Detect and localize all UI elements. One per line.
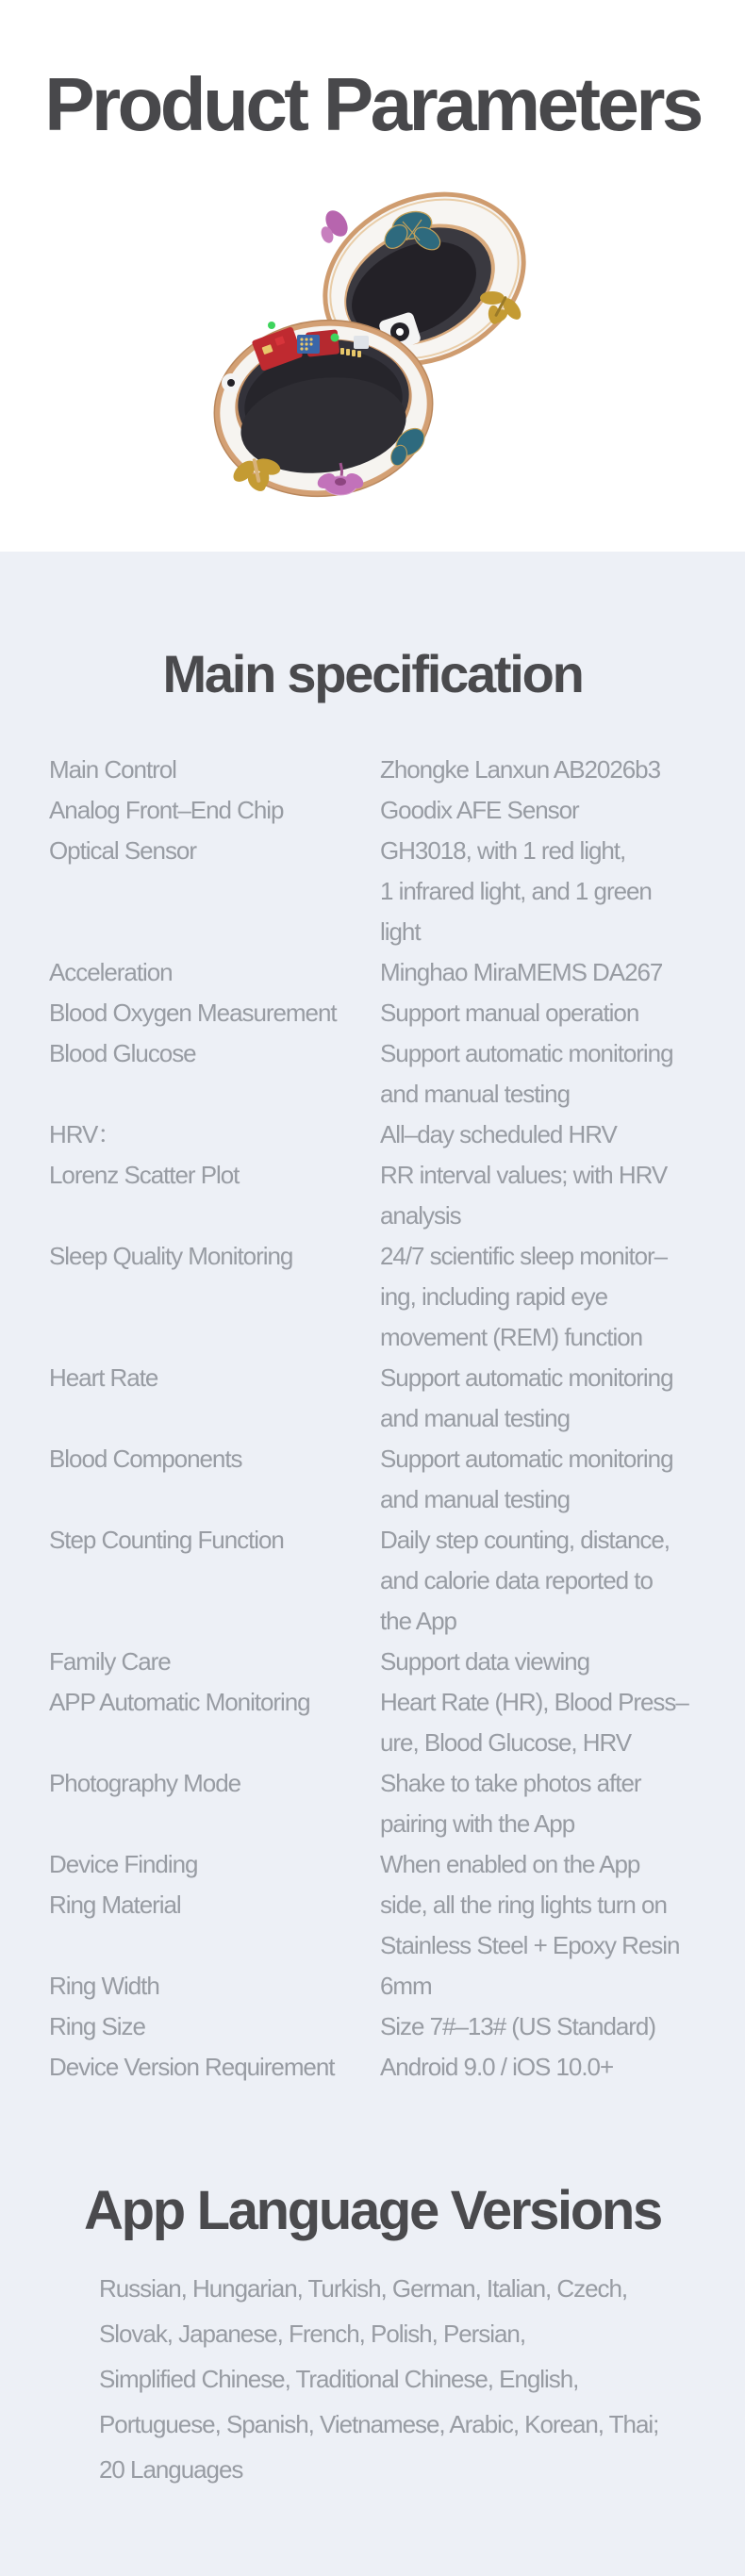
spec-label (49, 1925, 380, 1966)
spec-row (49, 2006, 720, 2047)
spec-row (49, 1074, 720, 1115)
spec-value: When enabled on the App (380, 1850, 640, 1878)
spec-label: Analog Front–End Chip (49, 796, 284, 824)
spec-row (49, 1439, 720, 1479)
spec-row (49, 2047, 720, 2088)
spec-value: Stainless Steel + Epoxy Resin (380, 1931, 680, 1959)
spec-label: Sleep Quality Monitoring (49, 1242, 293, 1270)
spec-label: Acceleration (49, 958, 173, 986)
spec-value: Support automatic monitoring (380, 1445, 673, 1473)
spec-label: HRV： (49, 1120, 122, 1148)
spec-row (49, 1358, 720, 1398)
spec-value: movement (REM) function (380, 1323, 643, 1351)
spec-label: Lorenz Scatter Plot (49, 1161, 240, 1189)
spec-row (49, 1682, 720, 1723)
spec-label (49, 1196, 380, 1236)
spec-label (49, 1560, 380, 1601)
language-line: Slovak, Japanese, French, Polish, Persian, (99, 2320, 526, 2348)
app-language-versions-heading: App Language Versions (84, 2180, 661, 2241)
spec-table (49, 750, 720, 2088)
spec-row (49, 790, 720, 831)
spec-label: Device Finding (49, 1850, 198, 1878)
spec-value: Support data viewing (380, 1647, 590, 1676)
spec-row (49, 1601, 720, 1642)
spec-label (49, 1277, 380, 1317)
spec-row (49, 831, 720, 871)
spec-label: APP Automatic Monitoring (49, 1688, 310, 1716)
spec-label (49, 1479, 380, 1520)
spec-value: the App (380, 1607, 456, 1635)
main-specification-heading: Main specification (162, 644, 583, 703)
spec-label: Blood Glucose (49, 1039, 196, 1067)
spec-row (49, 1196, 720, 1236)
spec-value: Support automatic monitoring (380, 1363, 673, 1392)
product-photo-smart-rings (203, 182, 542, 521)
spec-value: Heart Rate (HR), Blood Press– (380, 1688, 688, 1716)
spec-label (49, 912, 380, 952)
spec-value: GH3018, with 1 red light, (380, 836, 626, 865)
spec-value: 1 infrared light, and 1 green (380, 877, 652, 905)
spec-label (49, 1723, 380, 1763)
spec-row (49, 1763, 720, 1804)
spec-row (49, 1804, 720, 1844)
language-line: Simplified Chinese, Traditional Chinese, English, (99, 2365, 579, 2393)
spec-row (49, 1155, 720, 1196)
spec-value: 24/7 scientific sleep monitor– (380, 1242, 668, 1270)
spec-label: Blood Components (49, 1445, 242, 1473)
spec-label: Step Counting Function (49, 1526, 284, 1554)
chip-white (354, 336, 369, 349)
spec-label: Heart Rate (49, 1363, 158, 1392)
spec-row (49, 1560, 720, 1601)
spec-row (49, 1317, 720, 1358)
spec-row (49, 1885, 720, 1925)
page-title: Product Parameters (44, 62, 701, 146)
language-line: Russian, Hungarian, Turkish, German, Italian, Czech, (99, 2274, 628, 2303)
spec-value: and manual testing (380, 1485, 570, 1513)
spec-value: side, all the ring lights turn on (380, 1891, 667, 1919)
spec-label (49, 1398, 380, 1439)
spec-label: Ring Width (49, 1972, 159, 2000)
spec-value: Android 9.0 / iOS 10.0+ (380, 2053, 614, 2081)
spec-value: and manual testing (380, 1404, 570, 1432)
language-list (99, 2266, 703, 2492)
spec-row (49, 952, 720, 993)
spec-row (49, 1479, 720, 1520)
led-green (331, 334, 339, 342)
spec-label: Device Version Requirement (49, 2053, 335, 2081)
spec-label (49, 871, 380, 912)
spec-value: Zhongke Lanxun AB2026b3 (380, 755, 661, 784)
spec-row (49, 1033, 720, 1074)
spec-row (49, 993, 720, 1033)
spec-value: Goodix AFE Sensor (380, 796, 579, 824)
spec-value: All–day scheduled HRV (380, 1120, 617, 1148)
spec-value: RR interval values; with HRV (380, 1161, 668, 1189)
spec-value: and manual testing (380, 1080, 570, 1108)
spec-row (49, 1723, 720, 1763)
spec-row (49, 1925, 720, 1966)
spec-value: analysis (380, 1201, 461, 1230)
spec-label: Photography Mode (49, 1769, 241, 1797)
spec-row (49, 1398, 720, 1439)
spec-value: and calorie data reported to (380, 1566, 653, 1594)
spec-value: Shake to take photos after (380, 1769, 641, 1797)
spec-section (0, 552, 745, 2576)
spec-row (49, 871, 720, 912)
spec-value: Minghao MiraMEMS DA267 (380, 958, 663, 986)
spec-value: Support manual operation (380, 999, 639, 1027)
spec-value: Support automatic monitoring (380, 1039, 673, 1067)
spec-row (49, 1520, 720, 1560)
spec-label: Family Care (49, 1647, 171, 1676)
spec-label (49, 1074, 380, 1115)
spec-label (49, 1601, 380, 1642)
spec-row (49, 912, 720, 952)
spec-label (49, 1317, 380, 1358)
spec-row (49, 1844, 720, 1885)
spec-row (49, 1966, 720, 2006)
spec-value: Daily step counting, distance, (380, 1526, 670, 1554)
spec-row (49, 1642, 720, 1682)
spec-label: Ring Size (49, 2012, 145, 2040)
spec-label: Ring Material (49, 1891, 181, 1919)
spec-value: light (380, 917, 421, 946)
spec-label: Optical Sensor (49, 836, 196, 865)
spec-value: ing, including rapid eye (380, 1282, 607, 1311)
spec-row (49, 1115, 720, 1155)
spec-value: ure, Blood Glucose, HRV (380, 1728, 632, 1757)
spec-row (49, 750, 720, 790)
hero-section (0, 0, 745, 552)
language-line: Portuguese, Spanish, Vietnamese, Arabic, Korean, Thai; (99, 2410, 659, 2438)
spec-label (49, 1804, 380, 1844)
spec-value: 6mm (380, 1972, 432, 2000)
spec-value: Size 7#–13# (US Standard) (380, 2012, 655, 2040)
spec-label: Blood Oxygen Measurement (49, 999, 337, 1027)
led-green (268, 322, 275, 329)
spec-label: Main Control (49, 755, 176, 784)
language-line: 20 Languages (99, 2455, 243, 2484)
spec-value: pairing with the App (380, 1809, 575, 1838)
spec-row (49, 1277, 720, 1317)
spec-row (49, 1236, 720, 1277)
